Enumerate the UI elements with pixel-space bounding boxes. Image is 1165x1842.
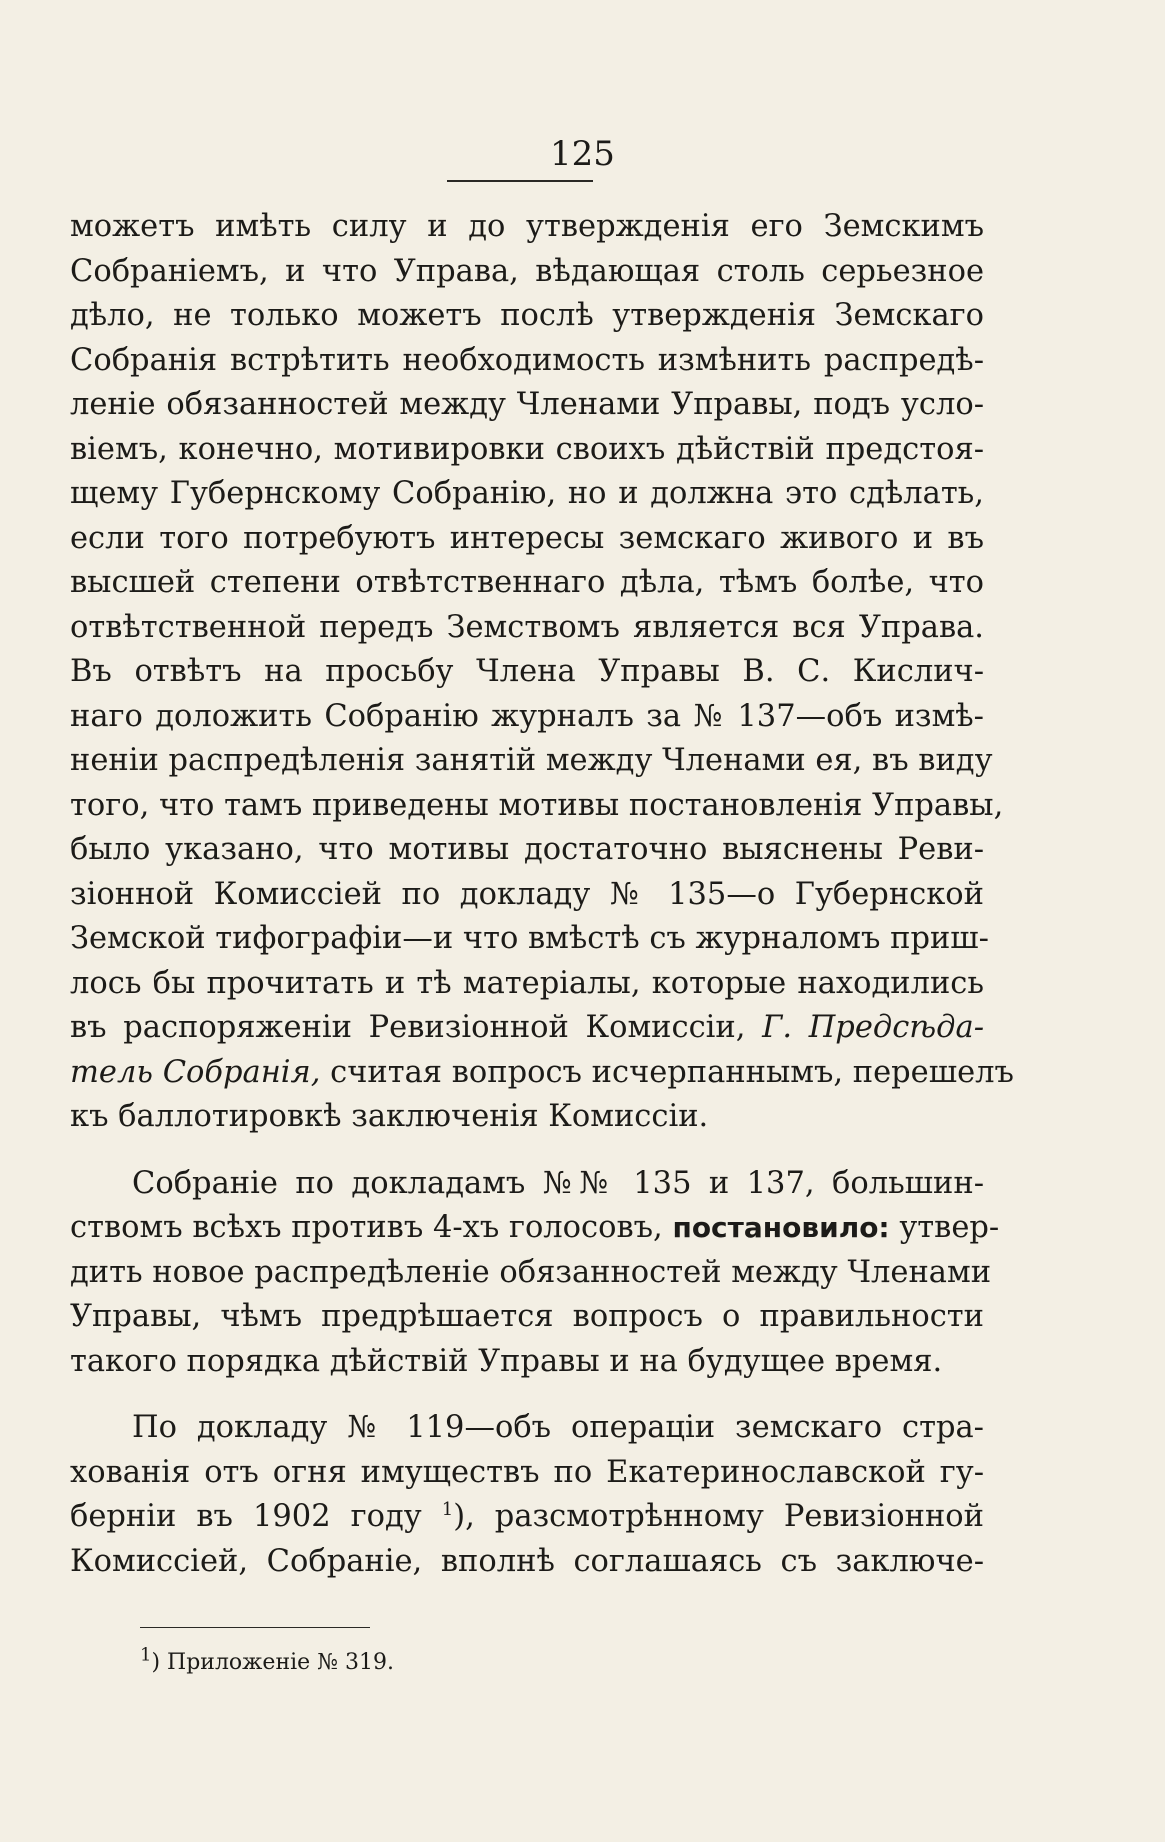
text-line: такого порядка дѣйствій Управы и на будущее время. [70,1343,943,1379]
text-line: Собранія встрѣтить необходимость измѣнить распредѣ- [70,342,984,378]
text-line: къ баллотировкѣ заключенія Комиссіи. [70,1099,709,1134]
text-line: наго доложить Собранію журналъ за № 137—объ измѣ- [70,698,984,734]
text-line: неніи распредѣленія занятій между Членами ея, въ виду [70,743,993,778]
text-line: того, что тамъ приведены мотивы постановленія Управы, [70,787,1004,823]
footnote [140,1644,394,1678]
text-line: Комиссіей, Собраніе, вполнѣ соглашаясь съ заключе- [70,1543,984,1579]
body-text [70,205,1014,1584]
paragraph-1 [70,205,1014,1140]
text-line: віемъ, конечно, мотивировки своихъ дѣйствій предстоя- [70,431,984,467]
text-line: хованія отъ огня имуществъ по Екатеринославской гу- [70,1454,984,1490]
text-run: ствомъ всѣхъ противъ 4-хъ голосовъ, [70,1210,663,1245]
text-line [70,1206,1000,1251]
text-line: если того потребуютъ интересы земскаго живого и въ [70,520,984,556]
text-line [70,1495,984,1540]
text-line: отвѣтственной передъ Земствомъ является вся Управа. [70,609,984,645]
text-line: Земской тифографіи—и что вмѣстѣ съ журналомъ приш- [70,921,989,956]
footnote-rule [140,1627,370,1628]
resolution-keyword: постановило: [672,1211,890,1244]
footnote-reference: 1 [441,1498,454,1520]
text-line: лось бы прочитать и тѣ матеріалы, которые находились [70,965,984,1001]
text-run: ), разсмотрѣнному Ревизіонной [453,1499,984,1534]
text-line: щему Губернскому Собранію, но и должна это сдѣлать, [70,476,984,511]
text-run: въ распоряженіи Ревизіонной Комиссіи, [70,1010,746,1045]
italic-speaker-title: тель Собранія, [70,1054,321,1090]
footnote-mark: 1 [140,1644,152,1666]
text-line: Управы, чѣмъ предрѣшается вопросъ о правильности [70,1299,984,1334]
text-line: высшей степени отвѣтственнаго дѣла, тѣмъ болѣе, что [70,565,984,600]
italic-speaker-title: Г. Предсѣда- [762,1010,985,1045]
text-line: можетъ имѣть силу и до утвержденія его Земскимъ [70,209,984,244]
text-line: леніе обязанностей между Членами Управы, подъ усло- [70,387,984,422]
text-line [70,1006,984,1051]
text-line: Въ отвѣтъ на просьбу Члена Управы В. С. Кислич- [70,654,984,689]
text-line: По докладу № 119—объ операціи земскаго стра- [132,1410,984,1445]
text-line [70,1051,1014,1096]
header-rule [447,180,593,182]
text-run: берніи въ 1902 году [70,1499,422,1534]
text-run: утвер- [899,1210,1000,1245]
text-line: Собраніемъ, и что Управа, вѣдающая столь серьезное [70,253,984,289]
paragraph-3 [70,1406,984,1584]
text-line: зіонной Комиссіей по докладу № 135—о Губернской [70,876,984,912]
text-line: было указано, что мотивы достаточно выяснены Реви- [70,832,984,867]
text-line: дѣло, не только можетъ послѣ утвержденія Земскаго [70,298,984,333]
footnote-text: ) Приложеніе № 319. [151,1650,394,1675]
text-run: считая вопросъ исчерпаннымъ, перешелъ [330,1054,1014,1090]
text-line: Собраніе по докладамъ №№ 135 и 137, большин- [132,1165,984,1201]
page-number: 125 [550,134,615,174]
paragraph-2 [70,1162,1000,1385]
text-line: дить новое распредѣленіе обязанностей между Членами [70,1254,992,1290]
